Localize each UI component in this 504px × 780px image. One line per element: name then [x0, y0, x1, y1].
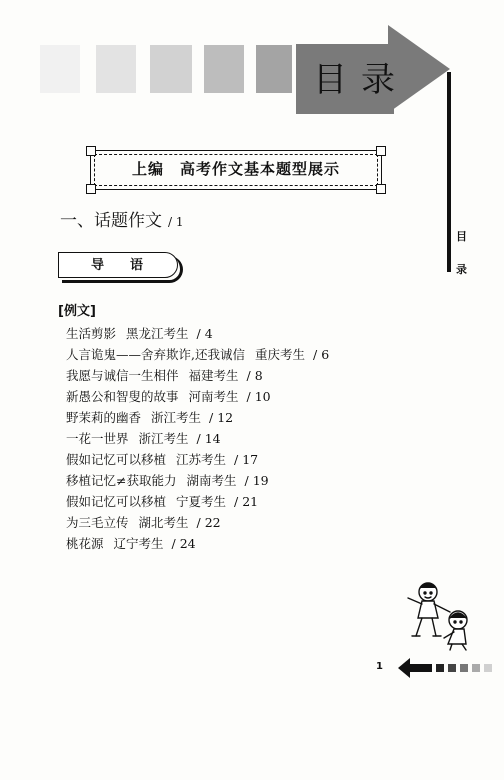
entry-separator: / [234, 452, 239, 467]
entry-title: 假如记忆可以移植 [66, 452, 167, 467]
toc-entry[interactable] [66, 428, 329, 449]
entry-page: 22 [204, 515, 221, 530]
toc-entry[interactable] [66, 491, 329, 512]
side-tab-char: 录 [456, 263, 467, 276]
entry-author: 湖南考生 [186, 473, 237, 488]
part-banner [90, 150, 382, 190]
toc-entry[interactable] [66, 407, 329, 428]
intro-label: 导语 [90, 258, 169, 273]
entry-page: 21 [242, 494, 259, 509]
toc-entry[interactable] [66, 533, 329, 554]
entry-title: 我愿与诚信一生相伴 [66, 368, 179, 383]
entry-separator: / [246, 368, 251, 383]
side-tab-char: 目 [456, 230, 467, 243]
entry-author: 河南考生 [188, 389, 239, 404]
intro-tab[interactable] [58, 252, 180, 280]
page-number: 1 [376, 661, 383, 672]
toc-entry[interactable] [66, 344, 329, 365]
entry-page: 8 [254, 368, 263, 383]
entry-author: 宁夏考生 [176, 494, 227, 509]
toc-entry[interactable] [66, 449, 329, 470]
entry-separator: / [196, 431, 201, 446]
entry-title: 新愚公和智叟的故事 [66, 389, 179, 404]
gradient-block [40, 45, 80, 93]
entry-author: 重庆考生 [254, 347, 305, 362]
examples-label: [例文] [58, 304, 96, 319]
cartoon-children-illustration [400, 578, 476, 652]
gradient-block [96, 45, 136, 93]
section-title: 一、话题作文 [60, 211, 162, 231]
entry-author: 辽宁考生 [113, 536, 164, 551]
gradient-block [150, 45, 192, 93]
entry-separator: / [196, 326, 201, 341]
entry-title: 移植记忆≠获取能力 [66, 473, 177, 488]
toc-entry[interactable] [66, 323, 329, 344]
entry-page: 19 [252, 473, 269, 488]
entry-page: 10 [254, 389, 271, 404]
entry-page: 12 [217, 410, 234, 425]
part-title: 上编 高考作文基本题型展示 [131, 160, 340, 178]
toc-entry[interactable] [66, 512, 329, 533]
entry-separator: / [244, 473, 249, 488]
entry-title: 生活剪影 [66, 326, 117, 341]
entry-separator: / [312, 347, 318, 362]
entry-separator: / [246, 389, 251, 404]
entry-title: 为三毛立传 [66, 515, 129, 530]
entry-author: 浙江考生 [151, 410, 202, 425]
entry-title: 人言诡鬼——舍弃欺诈,还我诚信 [66, 347, 245, 362]
page-title: 目录 [313, 60, 409, 100]
entry-separator: / [171, 536, 176, 551]
entry-title: 一花一世界 [66, 431, 129, 446]
entry-author: 浙江考生 [138, 431, 189, 446]
header-arrow-graphic [0, 0, 504, 130]
side-bar [447, 72, 451, 272]
toc-entry[interactable] [66, 470, 329, 491]
section-page: / 1 [168, 215, 184, 229]
entry-page: 17 [242, 452, 259, 467]
entry-title: 野茉莉的幽香 [66, 410, 142, 425]
gradient-block [204, 45, 244, 93]
entry-page: 4 [204, 326, 213, 341]
entry-author: 黑龙江考生 [126, 326, 189, 341]
entry-separator: / [196, 515, 201, 530]
entry-page: 14 [204, 431, 221, 446]
gradient-block [256, 45, 292, 93]
footer-arrow-icon [398, 657, 494, 679]
toc-entry[interactable] [66, 365, 329, 386]
entry-separator: / [209, 410, 214, 425]
entry-author: 江苏考生 [176, 452, 227, 467]
section-heading[interactable] [60, 206, 184, 231]
entry-title: 假如记忆可以移植 [66, 494, 167, 509]
entry-separator: / [234, 494, 239, 509]
entry-author: 湖北考生 [138, 515, 189, 530]
entry-page: 24 [179, 536, 196, 551]
toc-list [66, 323, 329, 554]
entry-title: 桃花源 [66, 536, 104, 551]
toc-entry[interactable] [66, 386, 329, 407]
entry-author: 福建考生 [188, 368, 239, 383]
entry-page: 6 [321, 347, 330, 362]
